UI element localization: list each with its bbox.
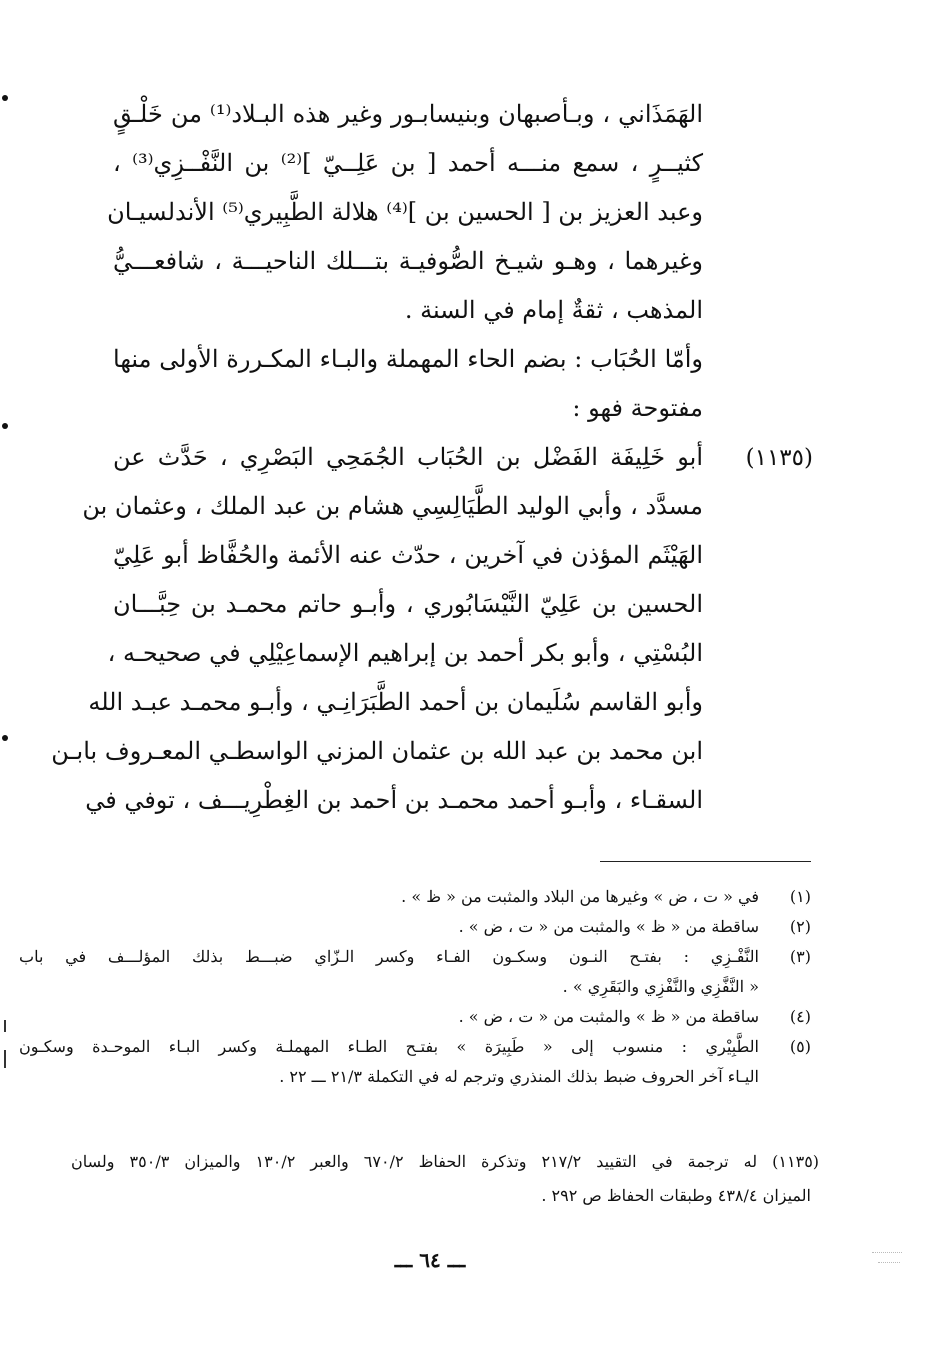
footnote-number: (٣) <box>789 947 811 966</box>
footnote-text: ساقطة من « ظ » والمثبت من « ت ، ض » . <box>458 917 759 936</box>
entry-number: (١١٣٥) <box>745 445 813 471</box>
text-line: ابن محمد بن عبد الله بن عثمان المزني الواسطـي المعـروف بابـن <box>51 737 703 765</box>
footnote <box>71 882 811 912</box>
margin-dot <box>2 735 8 741</box>
margin-dot <box>2 423 8 429</box>
text-line: أبو خَلِيفَة الفَضْل بن الحُبَاب الجُمَحِي البَصْرِي ، حَدَّث عن <box>113 443 703 471</box>
footnote <box>19 1032 811 1092</box>
footnote-text: ساقطة من « ظ » والمثبت من « ت ، ض » . <box>458 1007 759 1026</box>
footnote <box>19 942 811 1002</box>
text-line: المذهب ، ثقةٌ إمام في السنة . <box>404 296 703 324</box>
footnote-text: « النَّفَّزِي والنَّفْزِي والبَقَرِي » . <box>562 977 759 996</box>
footnote-text: (١١٣٥) له ترجمة في التقييد ٢١٧/٢ وتذكرة الحفاظ ٦٧٠/٢ والعبر ١٣٠/٢ والميزان ٣٥٠/٣ ولسان <box>71 1152 820 1171</box>
footnote <box>71 912 811 942</box>
page-number: ـــ ٦٤ ـــ <box>394 1248 466 1272</box>
footnote-text: في « ت ، ض » وغيرها من البلاد والمثبت من « ظ » . <box>401 887 759 906</box>
scan-speck <box>872 1252 902 1254</box>
edge-mark <box>4 1050 6 1068</box>
footnote-text: الميزان ٤٣٨/٤ وطبقات الحفاظ ص ٢٩٢ . <box>541 1186 811 1205</box>
text-line: السقـاء ، وأبـو أحمد محمـد بن أحمد بن الغِطْرِيـــف ، توفي في <box>85 786 703 814</box>
footnote-text: النَّفْـزِي : بفتـح النـون وسكـون الفـاء وكسر الـزّاي ضبـــط بذلك المؤلـــف في باب <box>19 947 759 966</box>
edge-mark <box>4 1020 6 1032</box>
text-line: مسدَّد ، وأبي الوليد الطَّيَالِسِي هشام بن عبد الملك ، وعثمان بن <box>82 492 703 520</box>
text-line: وأبو القاسم سُلَيمان بن أحمد الطَّبَرَانِـي ، وأبـو محمـد عبـد الله <box>88 688 703 716</box>
text-line: البُسْتِي ، وأبو بكر أحمد بن إبراهيم الإسماعِيْلِي في صحيحـه ، <box>107 639 703 667</box>
margin-dot <box>2 95 8 101</box>
text-line: الحسين بن عَلِيّ النَّيْسَابُوري ، وأبـو حاتم محمـد بن حِبَّـــان <box>113 590 703 618</box>
footnotes-block <box>19 882 811 1092</box>
text-line: وأمّا الحُبَاب : بضم الحاء المهملة والبـاء المكـررة الأولى منها <box>113 345 703 373</box>
entry-footnote <box>71 1145 820 1213</box>
footnote <box>71 1002 811 1032</box>
text-line: كثيــرٍ ، سمع منـــه أحمد [ بن عَلِــيّ ]⁽²⁾ بن النَّفْــزِي⁽³⁾ ، <box>113 149 703 177</box>
footnote-text: الطَّبِيْري : منسوب إلى « طَبِيرَة » بفتـح الطـاء المهملـة وكسر البـاء الموحـدة وسكـون <box>19 1037 759 1056</box>
footnote-text: اليـاء آخر الحروف ضبط بذلك المنذري وترجم له في التكملة ٢١/٣ ـــ ٢٢ . <box>279 1067 759 1086</box>
text-line: الهَمَذَاني ، وبـأصبهان وبنيسابـور وغير هذه البـلاد⁽¹⁾ من خَلْـقٍ <box>113 100 704 128</box>
text-line: الهَيْثَم المؤذن في آخرين ، حدّث عنه الأئمة والحُفَّاظ أبو عَلِيّ <box>113 541 704 569</box>
footnote-number: (٢) <box>789 917 811 936</box>
main-text-block <box>51 90 704 825</box>
footnote-number: (٥) <box>789 1037 811 1056</box>
footnote-number: (١) <box>789 887 811 906</box>
text-line: وغيرهما ، وهـو شيـخ الصُّوفيـة بتـــلك الناحيـــة ، شافعـــيُّ <box>113 247 703 275</box>
footnote-number: (٤) <box>789 1007 811 1026</box>
footnote-divider <box>600 861 811 862</box>
scan-speck <box>878 1262 900 1264</box>
text-line: مفتوحة فهو : <box>572 394 703 422</box>
text-line: وعبد العزيز بن [ الحسين بن ]⁽⁴⁾ هلالة الطَّبِيري⁽⁵⁾ الأندلسيـان <box>107 198 703 226</box>
